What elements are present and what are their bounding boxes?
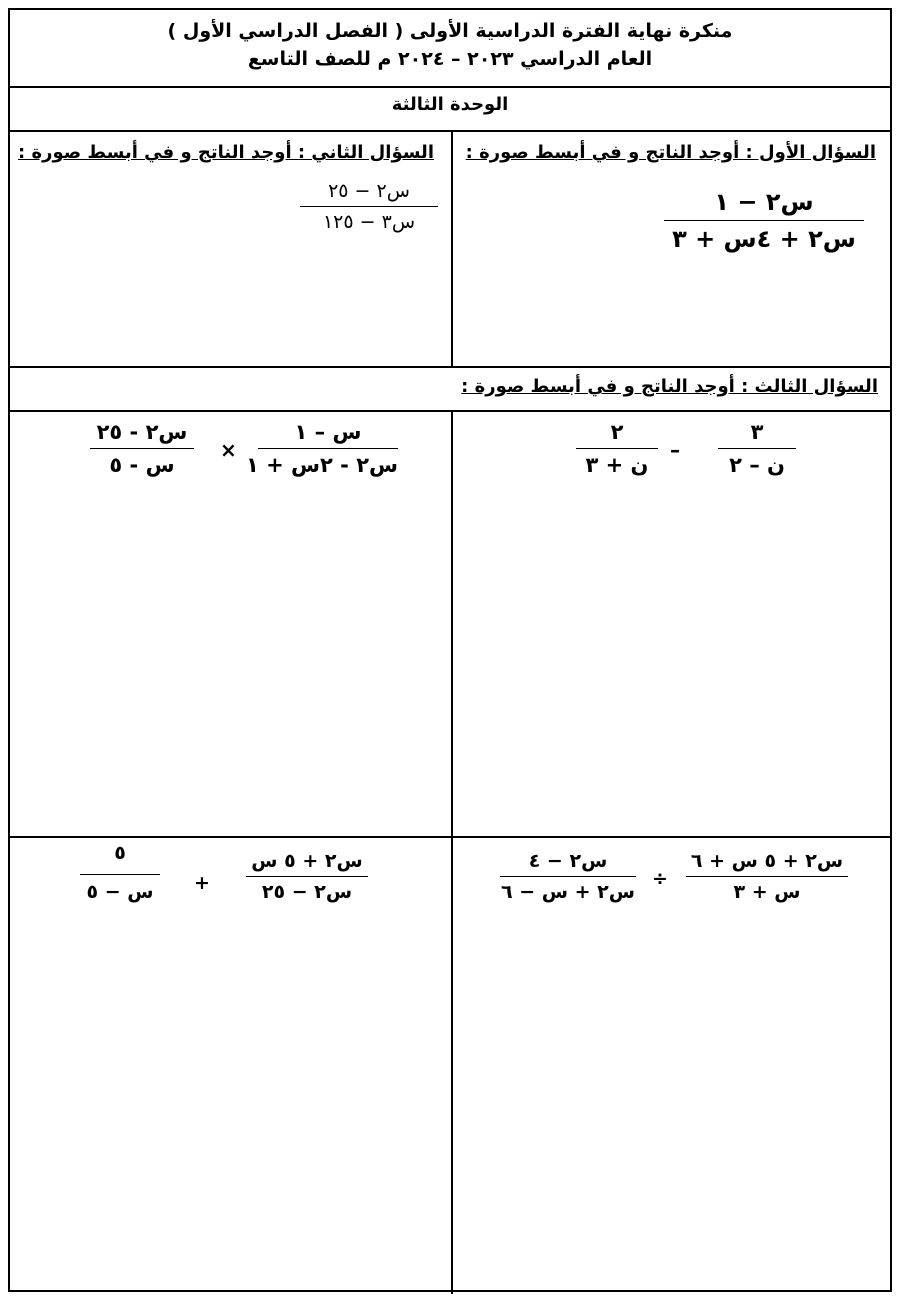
q3a-fraction-1-denominator: ن – ٢ (729, 453, 785, 477)
q3-heading: السؤال الثالث : أوجد الناتج و في أبسط صورة : (461, 376, 878, 397)
q3c-fraction-2-numerator: س٢ − ٤ (528, 850, 608, 872)
q3b-operator: × (220, 438, 237, 462)
q3d-operator: + (194, 872, 210, 894)
fraction-bar (246, 876, 368, 877)
q3d-fraction-2-denominator: س − ٥ (86, 881, 154, 903)
fraction-bar (80, 874, 160, 875)
q2-fraction (300, 180, 438, 233)
q3b-fraction-1-numerator: س – ١ (294, 420, 362, 444)
academic-year: العام الدراسي ٢٠٢٣ – ٢٠٢٤ م للصف التاسع (247, 48, 653, 70)
q2-numerator: س٢ − ٢٥ (328, 180, 410, 202)
q3d-fraction-2 (80, 842, 160, 903)
q3b-fraction-2-denominator: س - ٥ (109, 453, 175, 477)
q3d-fraction-1 (246, 850, 368, 903)
q1-fraction (664, 188, 864, 253)
fraction-bar (258, 448, 398, 449)
column-divider (451, 410, 453, 1294)
divider (10, 410, 890, 412)
q3c-fraction-1-numerator: س٢ + ٥ س + ٦ (690, 850, 844, 872)
q3c-fraction-1-denominator: س + ٣ (733, 881, 801, 903)
q3c-fraction-2 (500, 850, 636, 903)
divider (10, 366, 890, 368)
divider (10, 836, 890, 838)
fraction-bar (500, 876, 636, 877)
fraction-bar (300, 206, 438, 207)
q3c-fraction-1 (686, 850, 848, 903)
fraction-bar (90, 448, 194, 449)
q3b-fraction-1-denominator: س٢ - ٢س + ١ (245, 453, 398, 477)
fraction-bar (686, 876, 848, 877)
q3a-fraction-1 (718, 420, 796, 477)
worksheet (8, 8, 892, 1292)
q2-heading: السؤال الثاني : أوجد الناتج و في أبسط صورة : (18, 142, 434, 163)
q3b-fraction-2 (90, 420, 194, 477)
q3b-fraction-1 (245, 420, 398, 477)
q3a-fraction-2 (576, 420, 658, 477)
divider (10, 86, 890, 88)
q3a-fraction-2-numerator: ٢ (610, 420, 624, 444)
q3d-fraction-1-numerator: س٢ + ٥ س (251, 850, 363, 872)
q3c-operator: ÷ (652, 868, 668, 890)
q3d-fraction-1-denominator: س٢ − ٢٥ (261, 881, 353, 903)
q3c-fraction-2-denominator: س٢ + س − ٦ (501, 881, 635, 903)
fraction-bar (718, 448, 796, 449)
column-divider (451, 130, 453, 366)
q1-numerator: س٢ − ١ (714, 188, 814, 216)
fraction-bar (664, 220, 864, 221)
q3a-fraction-1-numerator: ٣ (750, 420, 764, 444)
unit-title: الوحدة الثالثة (391, 94, 509, 115)
worksheet-title: منكرة نهاية الفترة الدراسية الأولى ( الفصل الدراسي الأول ) (167, 20, 733, 42)
q1-heading: السؤال الأول : أوجد الناتج و في أبسط صورة : (465, 142, 876, 163)
q1-denominator: س٢ + ٤س + ٣ (672, 225, 856, 253)
fraction-bar (576, 448, 658, 449)
q3d-fraction-2-numerator: ٥ (114, 842, 126, 864)
q3b-fraction-2-numerator: س٢ - ٢٥ (96, 420, 188, 444)
divider (10, 130, 890, 132)
q2-denominator: س٣ − ١٢٥ (322, 211, 416, 233)
q3a-operator: – (670, 438, 680, 462)
q3a-fraction-2-denominator: ن + ٣ (585, 453, 649, 477)
